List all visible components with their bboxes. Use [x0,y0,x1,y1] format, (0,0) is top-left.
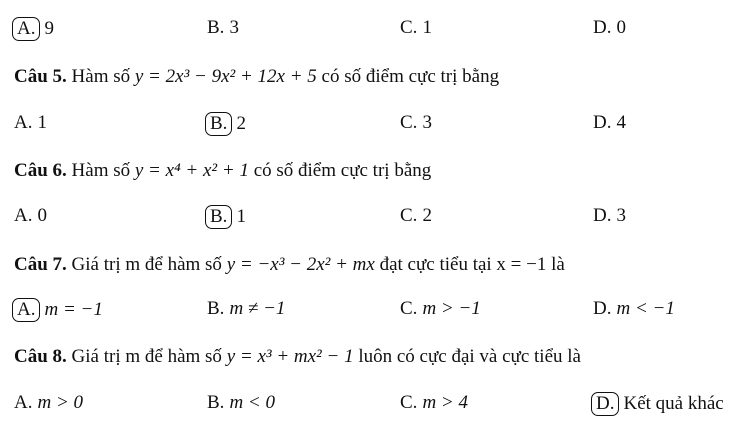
option-letter: B. [207,298,225,319]
option-text: m = −1 [44,299,103,320]
option-text: 3 [422,112,432,133]
option-letter-circled: B. [205,205,232,229]
option-d-q7[interactable] [593,298,675,320]
option-letter: A. [14,205,33,226]
option-text: 1 [236,206,246,227]
option-text: m < 0 [229,392,275,413]
option-text: Kết quả khác [623,393,724,414]
option-text: m > 4 [422,392,468,413]
option-letter: D. [593,205,612,226]
option-letter: D. [593,298,612,319]
option-text: 9 [44,18,54,39]
option-text: 4 [616,112,626,133]
option-letter: D. [593,112,612,133]
option-text: m > −1 [422,298,481,319]
option-c-row0[interactable] [400,17,432,39]
option-text: m < −1 [616,298,675,319]
option-c-q5[interactable] [400,112,432,134]
option-letter-circled: A. [12,17,40,41]
option-b-q6[interactable] [207,205,246,229]
option-c-q8[interactable] [400,392,468,414]
question-formula: y = x⁴ + x² + 1 [134,160,249,181]
option-letter: C. [400,298,418,319]
question-number: Câu 7. [14,254,67,275]
option-letter: A. [14,392,33,413]
option-letter-circled: D. [591,392,619,416]
option-letter: A. [14,112,33,133]
option-text: 1 [37,112,47,133]
question-6 [14,160,431,182]
option-letter-circled: A. [12,298,40,322]
question-8 [14,346,581,368]
question-number: Câu 8. [14,346,67,367]
option-b-row0[interactable] [207,17,239,39]
option-letter: D. [593,17,612,38]
option-a-q6[interactable] [14,205,47,227]
option-c-q7[interactable] [400,298,481,320]
option-letter-circled: B. [205,112,232,136]
option-a-q8[interactable] [14,392,83,414]
option-a-q7[interactable] [14,298,103,322]
option-text: 3 [616,205,626,226]
option-d-q8[interactable] [593,392,724,416]
question-formula: y = x³ + mx² − 1 [226,346,354,367]
question-formula: y = 2x³ − 9x² + 12x + 5 [134,66,317,87]
option-a-row0[interactable] [14,17,54,41]
question-text-pre: Hàm số [71,160,131,181]
question-number: Câu 5. [14,66,67,87]
question-text-post: đạt cực tiểu tại x = −1 là [379,254,565,275]
option-text: 3 [229,17,239,38]
question-text-post: có số điểm cực trị bằng [253,160,432,181]
option-d-q5[interactable] [593,112,626,134]
option-d-row0[interactable] [593,17,626,39]
question-text-post: có số điểm cực trị bằng [321,66,500,87]
option-text: 2 [236,113,246,134]
option-d-q6[interactable] [593,205,626,227]
option-text: 2 [422,205,432,226]
question-text-pre: Giá trị m để hàm số [71,346,222,367]
question-text-pre: Hàm số [71,66,131,87]
question-text-post: luôn có cực đại và cực tiểu là [358,346,581,367]
option-b-q8[interactable] [207,392,275,414]
option-text: m ≠ −1 [229,298,286,319]
option-text: 1 [422,17,432,38]
question-text-pre: Giá trị m để hàm số [71,254,222,275]
question-formula: y = −x³ − 2x² + mx [226,254,375,275]
option-letter: C. [400,205,418,226]
option-text: 0 [37,205,47,226]
option-c-q6[interactable] [400,205,432,227]
option-b-q5[interactable] [207,112,246,136]
option-letter: C. [400,392,418,413]
question-5 [14,66,499,88]
option-letter: B. [207,392,225,413]
question-7 [14,254,565,276]
option-letter: B. [207,17,225,38]
option-text: 0 [616,17,626,38]
option-text: m > 0 [37,392,84,413]
option-letter: C. [400,17,418,38]
option-letter: C. [400,112,418,133]
question-number: Câu 6. [14,160,67,181]
option-a-q5[interactable] [14,112,47,134]
option-b-q7[interactable] [207,298,285,320]
